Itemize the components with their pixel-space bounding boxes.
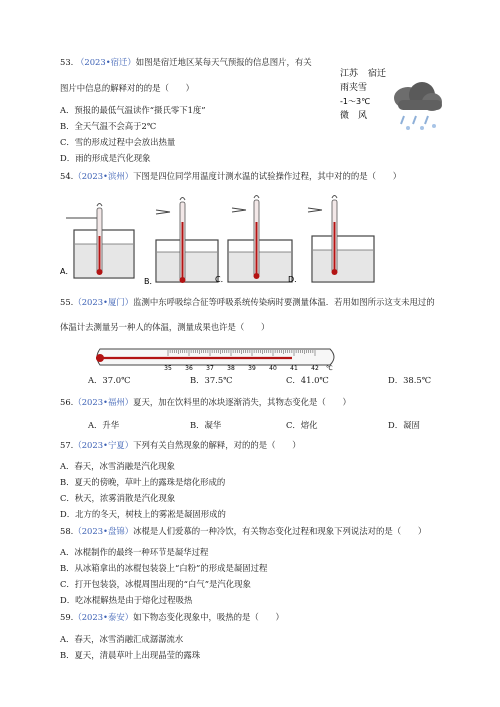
q53-option-b: B．全天气温不会高于2℃ [60,121,157,131]
q57-option-b: B．夏天的傍晚，草叶上的露珠是熔化形成的 [60,477,226,487]
scale-38: 38 [227,365,235,371]
q56-option-c: C．熔化 [286,420,318,430]
scale-36: 36 [185,365,193,371]
scale-40: 40 [269,365,277,371]
scale-42: 42 [311,365,319,371]
weather-wind: 微 风 [340,111,368,121]
q55-option-c: C．41.0℃ [286,375,329,385]
q55-option-a: A．37.0℃ [88,375,131,385]
q54-label-c: C． [215,275,229,284]
q56-stem: 56.（2023•福州）夏天，加在饮料里的冰块逐渐消失，其物态变化是（ ） [60,397,351,407]
option-b-figure [156,198,218,284]
weather-city: 宿迁 [368,69,387,79]
q53-option-d: D．雨的形成是汽化现象 [60,153,151,163]
q58-option-c: C．打开包装袋，冰棍周围出现的“白气”是汽化现象 [60,579,251,589]
q53-option-c: C．雪的形成过程中会放出热量 [60,137,176,147]
q56-option-a: A．升华 [88,420,120,430]
q58-option-b: B．从冰箱拿出的冰棍包装袋上“白粉”的形成是凝固过程 [60,563,268,573]
q55-stem-line1: 55.（2023•厦门）监测中东呼吸综合征等呼吸系统传染病时要测量体温．若用如图所示这支未甩过的 [60,297,435,307]
q54-stem: 54.（2023•滨州）下图是四位同学用温度计测水温的试验操作过程，其中对的的是（ ） [60,171,402,181]
q56-option-d: D．凝固 [388,420,420,430]
q57-option-a: A．春天，冰雪消融是汽化现象 [60,461,175,471]
option-c-figure [228,196,292,283]
weather-condition: 雨夹雪 [340,83,368,93]
clinical-thermometer-figure [92,343,342,371]
q53-stem-line2: 图片中信息的解释对的的是（ ） [60,83,194,93]
q53-stem-line1: 53. （2023•宿迁）如图是宿迁地区某每天气预报的信息图片，有关 [60,57,312,67]
scale-unit: ℃ [326,365,333,371]
q57-option-c: C．秋天，浓雾消散是汽化现象 [60,493,176,503]
q55-option-b: B．37.5℃ [190,375,233,385]
q54-label-b: B． [144,277,158,286]
q58-stem: 58.（2023•盘锦）冰棍是人们爱慕的一种冷饮，有关物态变化过程和现象下列说法对的是（ ） [60,526,427,536]
q59-stem: 59.（2023•泰安）如下物态变化现象中，吸热的是（ ） [60,612,284,622]
q59-option-a: A．春天，冰雪消融汇成潺潺流水 [60,634,184,644]
option-d-figure [308,196,374,283]
q57-option-d: D．北方的冬天，树枝上的雾凇是凝固形成的 [60,509,226,519]
q55-stem-line2: 体温计去测量另一种人的体温，测量成果也许是（ ） [60,322,270,332]
thermometer-beakers-figure [60,192,420,290]
q53-option-a: A．预报的最低气温读作“摄氏零下1度” [60,105,206,115]
weather-temp: -1～3℃ [340,97,371,106]
q59-option-b: B．夏天，清晨草叶上出现晶莹的露珠 [60,650,201,660]
scale-35: 35 [164,365,172,371]
q54-label-d: D． [288,275,303,284]
scale-37: 37 [206,365,214,371]
scale-39: 39 [248,365,256,371]
therm-scale [164,365,333,371]
weather-forecast-figure [336,64,446,142]
option-a-figure [66,204,134,279]
q56-option-b: B．凝华 [190,420,222,430]
q55-option-d: D．38.5℃ [388,375,432,385]
q54-label-a: A． [60,267,74,276]
scale-41: 41 [290,365,298,371]
q58-option-a: A．冰棍制作的最终一种环节是凝华过程 [60,547,209,557]
q58-option-d: D．吃冰棍解热是由于熔化过程吸热 [60,595,193,605]
q57-stem: 57.（2023•宁夏）下列有关自然现象的解释，对的的是（ ） [60,440,301,450]
weather-province: 江苏 [340,69,359,79]
cloud-rain-snow-icon [394,82,442,130]
